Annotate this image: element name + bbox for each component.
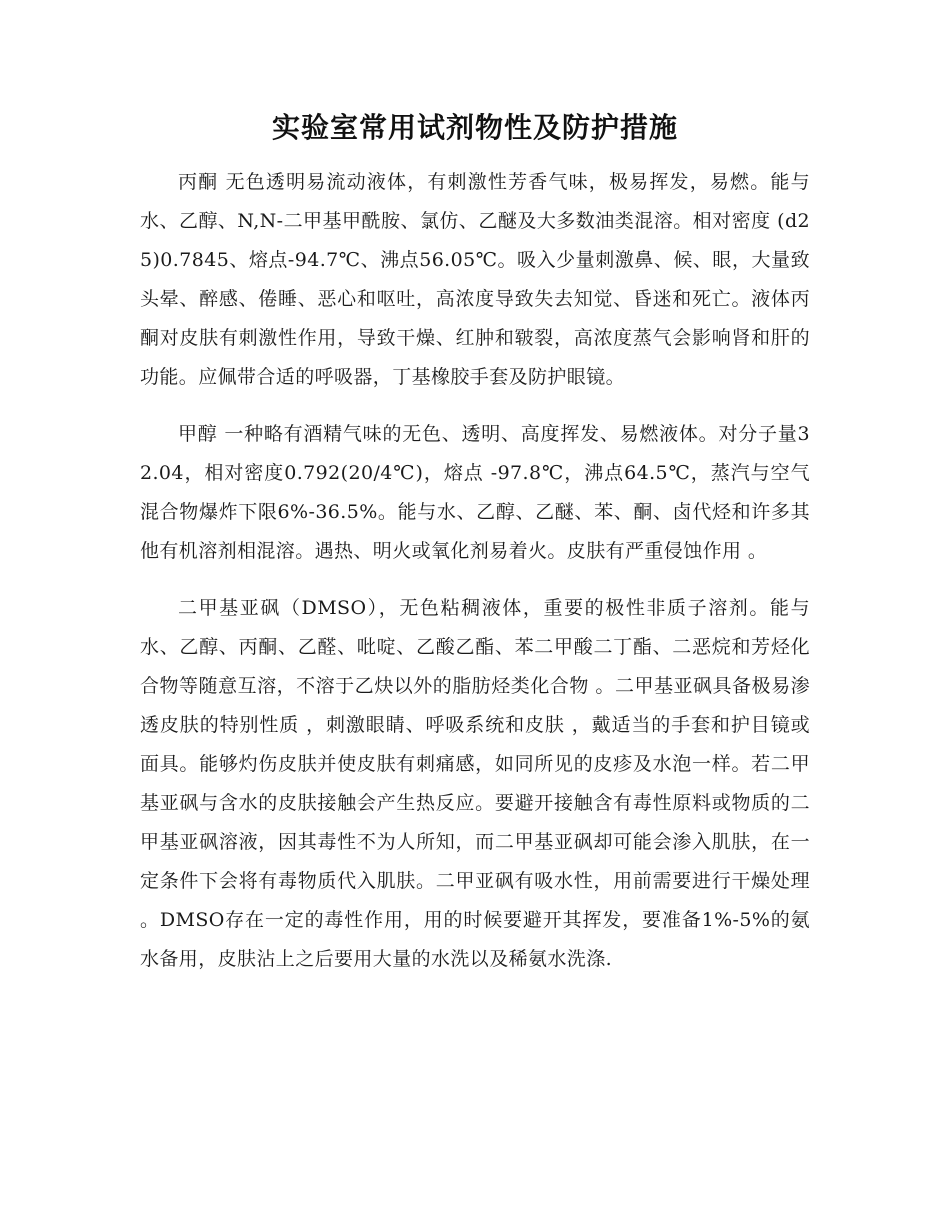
document-body bbox=[140, 163, 810, 997]
page-title: 实验室常用试剂物性及防护措施 bbox=[271, 111, 678, 144]
paragraph-dmso: 二甲基亚砜（DMSO），无色粘稠液体，重要的极性非质子溶剂。能与水、乙醇、丙酮、乙醛、吡啶、乙酸乙酯、苯二甲酸二丁酯、二恶烷和芳烃化合物等随意互溶，不溶于乙炔以外的脂肪烃类化合物 。二甲基亚砜具备极易渗透皮肤的特别性质 ，刺激眼睛、呼吸系统和皮肤 ，戴适当的手套和护目镜或面具。能够灼伤皮肤并使皮肤有刺痛感，如同所见的皮疹及水泡一样。若二甲基亚砜与含水的皮肤接触会产生热反应。要避开接触含有毒性原料或物质的二甲基亚砜溶液，因其毒性不为人所知，而二甲基亚砜却可能会渗入肌肤，在一定条件下会将有毒物质代入肌肤。二甲亚砜有吸水性，用前需要进行干燥处理 。DMSO存在一定的毒性作用，用的时候要避开其挥发，要准备1%-5%的氨水备用，皮肤沾上之后要用大量的水洗以及稀氨水洗涤. bbox=[140, 597, 810, 970]
paragraph-acetone: 丙酮 无色透明易流动液体，有刺激性芳香气味，极易挥发，易燃。能与水、乙醇、N,N-二甲基甲酰胺、氯仿、乙醚及大多数油类混溶。相对密度 (d25)0.7845、熔点-94.7℃、沸点56.05℃。吸入少量刺激鼻、候、眼，大量致头晕、醉感、倦睡、恶心和呕吐，高浓度导致失去知觉、昏迷和死亡。液体丙酮对皮肤有刺激性作用，导致干燥、红肿和皲裂，高浓度蒸气会影响肾和肝的功能。应佩带合适的呼吸器，丁基橡胶手套及防护眼镜。 bbox=[140, 171, 810, 388]
paragraph-methanol: 甲醇 一种略有酒精气味的无色、透明、高度挥发、易燃液体。对分子量32.04，相对密度0.792(20/4℃)，熔点 -97.8℃，沸点64.5℃，蒸汽与空气混合物爆炸下限6%-36.5%。能与水、乙醇、乙醚、苯、酮、卤代烃和许多其他有机溶剂相混溶。遇热、明火或氧化剂易着火。皮肤有严重侵蚀作用 。 bbox=[140, 423, 810, 562]
